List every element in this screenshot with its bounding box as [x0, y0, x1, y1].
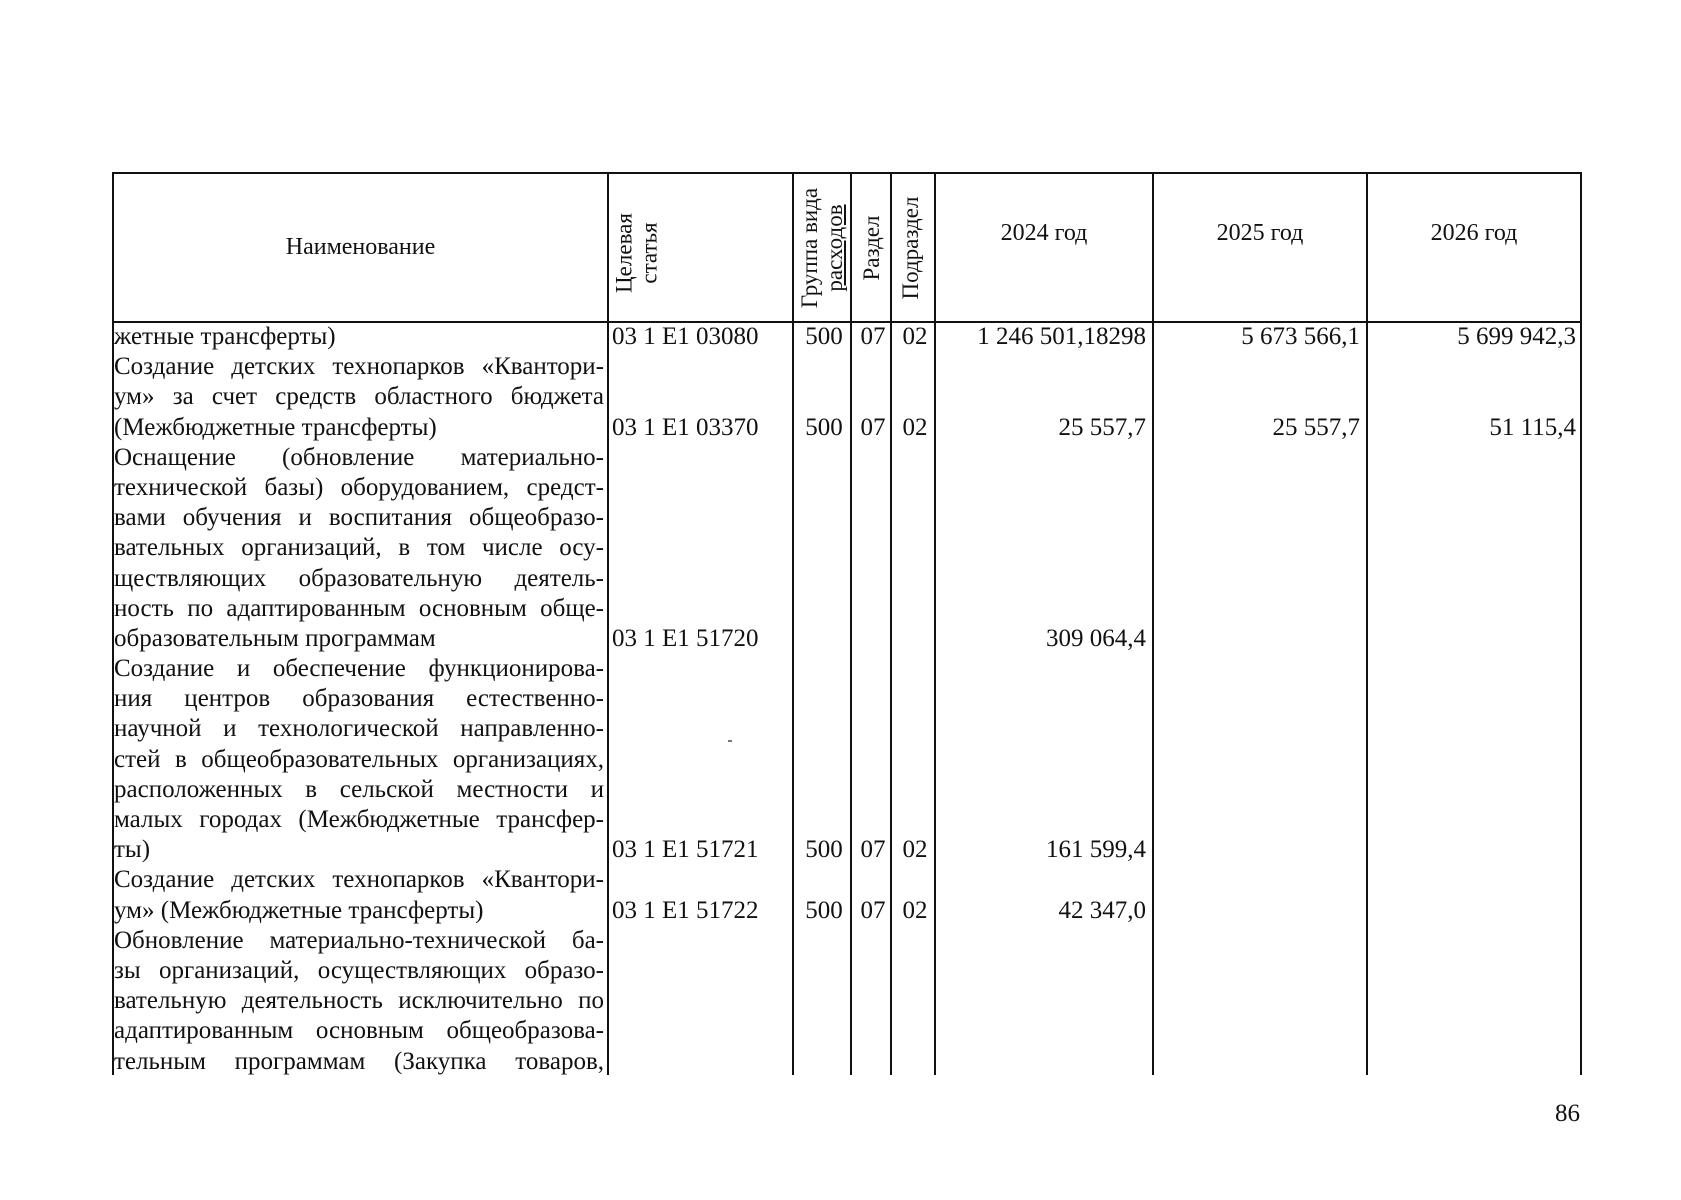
- name-line: Создание детских технопарков «Квантори-: [114, 353, 604, 381]
- header-expense-group-line1: Группа вида: [797, 187, 822, 309]
- name-line: Создание и обеспечение функционирова-: [114, 655, 604, 683]
- column-divider-2024: [934, 172, 936, 1075]
- name-line: жетные трансферты): [114, 323, 336, 350]
- header-section: Раздел: [859, 215, 884, 281]
- header-expense-group-line2: расходов: [822, 204, 847, 292]
- name-line: ществляющих образовательную деятель-: [114, 564, 604, 592]
- header-year-2024: 2024 год: [1000, 220, 1088, 246]
- expense-group-value: 500: [805, 413, 843, 441]
- name-line: ум» (Межбюджетные трансферты): [114, 896, 484, 924]
- name-line: стей в общеобразовательных организациях,: [114, 745, 604, 773]
- header-year-2025: 2025 год: [1216, 220, 1304, 246]
- name-line: Создание детских технопарков «Квантори-: [114, 866, 604, 894]
- column-divider-2025: [1152, 172, 1154, 1075]
- header-year-2026: 2026 год: [1430, 220, 1518, 246]
- subsection-value: 02: [902, 896, 928, 924]
- subsection-value: 02: [902, 323, 928, 350]
- name-line: адаптированным основным общеобразова-: [114, 1017, 604, 1045]
- name-line: технической базы) оборудованием, средст-: [114, 473, 604, 501]
- header-target-article: [611, 181, 663, 326]
- header-subsection: Подраздел: [898, 196, 923, 300]
- amount-2026: 5 699 942,3: [1457, 323, 1576, 350]
- table-right-border: [1580, 172, 1582, 1075]
- name-line: (Межбюджетные трансферты): [114, 413, 437, 441]
- name-line: Обновление материально-технической ба-: [114, 926, 604, 954]
- name-line: ния центров образования естественно-: [114, 685, 604, 713]
- subsection-value: 02: [902, 413, 928, 441]
- name-line: расположенных в сельской местности и: [114, 775, 604, 803]
- amount-2024: 1 246 501,18298: [977, 323, 1146, 350]
- section-value: 07: [860, 896, 886, 924]
- name-line: образовательным программам: [114, 624, 436, 652]
- subsection-value: 02: [902, 836, 928, 864]
- amount-2025: 5 673 566,1: [1241, 323, 1360, 350]
- name-line: вательную деятельность исключительно по: [114, 987, 604, 1015]
- target-article-value: 03 1 E1 03370: [612, 413, 759, 441]
- target-article-value: 03 1 E1 51721: [612, 836, 759, 864]
- name-line: тельным программам (Закупка товаров,: [114, 1047, 604, 1075]
- name-line: зы организаций, осуществляющих образо-: [114, 956, 604, 984]
- page-number: 86: [1555, 1100, 1580, 1127]
- section-value: 07: [860, 413, 886, 441]
- target-article-value: 03 1 E1 51720: [612, 625, 759, 652]
- scan-speck: [728, 740, 732, 742]
- amount-2024: 309 064,4: [1046, 625, 1146, 652]
- name-column-text: [114, 322, 604, 1077]
- column-divider-code: [607, 172, 609, 1075]
- section-value: 07: [860, 836, 886, 864]
- name-line: ты): [114, 836, 151, 864]
- amount-2024: 42 347,0: [1058, 896, 1146, 924]
- expense-group-value: 500: [805, 896, 843, 924]
- target-article-value: 03 1 E1 03080: [612, 323, 759, 350]
- amount-2024: 161 599,4: [1046, 836, 1146, 864]
- expense-group-value: 500: [805, 836, 843, 864]
- header-target-article-line2: статья: [636, 222, 662, 284]
- header-expense-group: [796, 174, 848, 322]
- amount-2024: 25 557,7: [1058, 413, 1146, 441]
- target-article-value: 03 1 E1 51722: [612, 896, 759, 924]
- header-target-article-line1: Целевая: [611, 213, 637, 293]
- budget-table: [112, 172, 1582, 1075]
- name-line: ум» за счет средств областного бюджета: [114, 383, 604, 411]
- name-line: вательных организаций, в том числе осу-: [114, 534, 604, 562]
- name-line: ность по адаптированным основным обще-: [114, 594, 604, 622]
- section-value: 07: [860, 323, 886, 350]
- name-line: научной и технологической направленно-: [114, 715, 604, 743]
- amount-2025: 25 557,7: [1272, 413, 1360, 441]
- name-line: вами обучения и воспитания общеобразо-: [114, 504, 604, 532]
- name-line: Оснащение (обновление материально-: [114, 443, 604, 471]
- name-line: малых городах (Межбюджетные трансфер-: [114, 806, 604, 833]
- header-name: Наименование: [285, 234, 436, 260]
- expense-group-value: 500: [805, 323, 843, 350]
- column-divider-2026: [1366, 172, 1368, 1075]
- amount-2026: 51 115,4: [1489, 413, 1576, 441]
